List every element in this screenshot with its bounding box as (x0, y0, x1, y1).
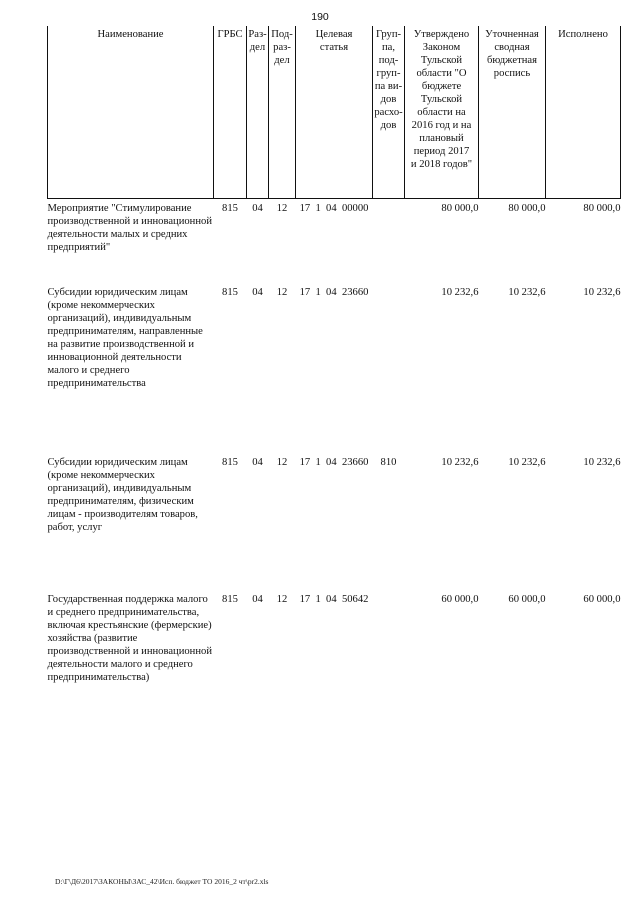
table-header-row (48, 26, 621, 199)
table-row (48, 593, 621, 733)
cell-refined: 80 000,0 (508, 203, 546, 214)
cell-grbs: 815 (222, 203, 238, 214)
cell-grbs: 815 (222, 594, 238, 605)
table-row (48, 286, 621, 456)
file-path-footer: D:\Г\Д6\2017\ЗАКОНЫ\ЗАС_42\Исп. бюджет ТО 2016_2 чт\pr2.xls (55, 877, 269, 886)
cell-executed: 80 000,0 (583, 203, 621, 214)
header-executed: Исполнено (546, 26, 621, 199)
cell-podrazdel: 12 (276, 594, 288, 605)
header-razdel: Раз- дел (247, 26, 269, 199)
header-group: Груп- па, под- груп- па ви- дов расхо- дов (373, 26, 405, 199)
cell-grbs: 815 (222, 457, 238, 468)
table-row (48, 456, 621, 593)
cell-group: 810 (380, 457, 397, 468)
page-number: 190 (311, 11, 329, 23)
table-row (48, 199, 621, 287)
cell-podrazdel: 12 (276, 287, 288, 298)
cell-target: 17 1 04 00000 (299, 203, 369, 214)
cell-approved: 60 000,0 (441, 594, 479, 605)
cell-podrazdel: 12 (276, 457, 288, 468)
cell-executed: 10 232,6 (583, 457, 621, 468)
cell-razdel: 04 (252, 287, 263, 298)
cell-approved: 10 232,6 (441, 457, 479, 468)
cell-target: 17 1 04 23660 (299, 287, 369, 298)
cell-razdel: 04 (252, 594, 263, 605)
cell-target: 17 1 04 23660 (299, 457, 369, 468)
cell-executed: 10 232,6 (583, 287, 621, 298)
cell-group (373, 199, 405, 287)
cell-razdel: 04 (252, 457, 263, 468)
cell-refined: 10 232,6 (508, 287, 546, 298)
cell-name: Государственная поддержка малого и среднего предпринимательства, включая крестьянские (фермерские) хозяйства (развитие производственной и инновационной деятельности малого и среднего предпринимательства) (47, 594, 212, 683)
header-podrazdel: Под- раз- дел (269, 26, 296, 199)
cell-refined: 10 232,6 (508, 457, 546, 468)
header-grbs: ГРБС (214, 26, 247, 199)
cell-executed: 60 000,0 (583, 594, 621, 605)
budget-table (47, 26, 621, 733)
cell-group (373, 286, 405, 456)
cell-razdel: 04 (252, 203, 263, 214)
header-refined: Уточненная сводная бюджетная роспись (479, 26, 546, 199)
cell-grbs: 815 (222, 287, 238, 298)
cell-approved: 10 232,6 (441, 287, 479, 298)
header-target: Целевая статья (296, 26, 373, 199)
header-approved: Утверждено Законом Тульской области "О бюджете Тульской области на 2016 год и на плановый период 2017 и 2018 годов" (405, 26, 479, 199)
cell-name: Субсидии юридическим лицам (кроме некоммерческих организаций), индивидуальным предпринимателям, направленные на развитие производственной и инновационной деятельности малого и среднего предпринимательства (47, 287, 203, 389)
cell-group (373, 593, 405, 733)
cell-refined: 60 000,0 (508, 594, 546, 605)
cell-target: 17 1 04 50642 (299, 594, 369, 605)
cell-name: Мероприятие "Стимулирование производственной и инновационной деятельности малых и средних предприятий" (47, 203, 212, 253)
cell-approved: 80 000,0 (441, 203, 479, 214)
header-name: Наименование (48, 26, 214, 199)
cell-podrazdel: 12 (276, 203, 288, 214)
cell-name: Субсидии юридическим лицам (кроме некоммерческих организаций), индивидуальным предпринимателям, физическим лицам - производителям товаров, работ, услуг (47, 457, 198, 533)
